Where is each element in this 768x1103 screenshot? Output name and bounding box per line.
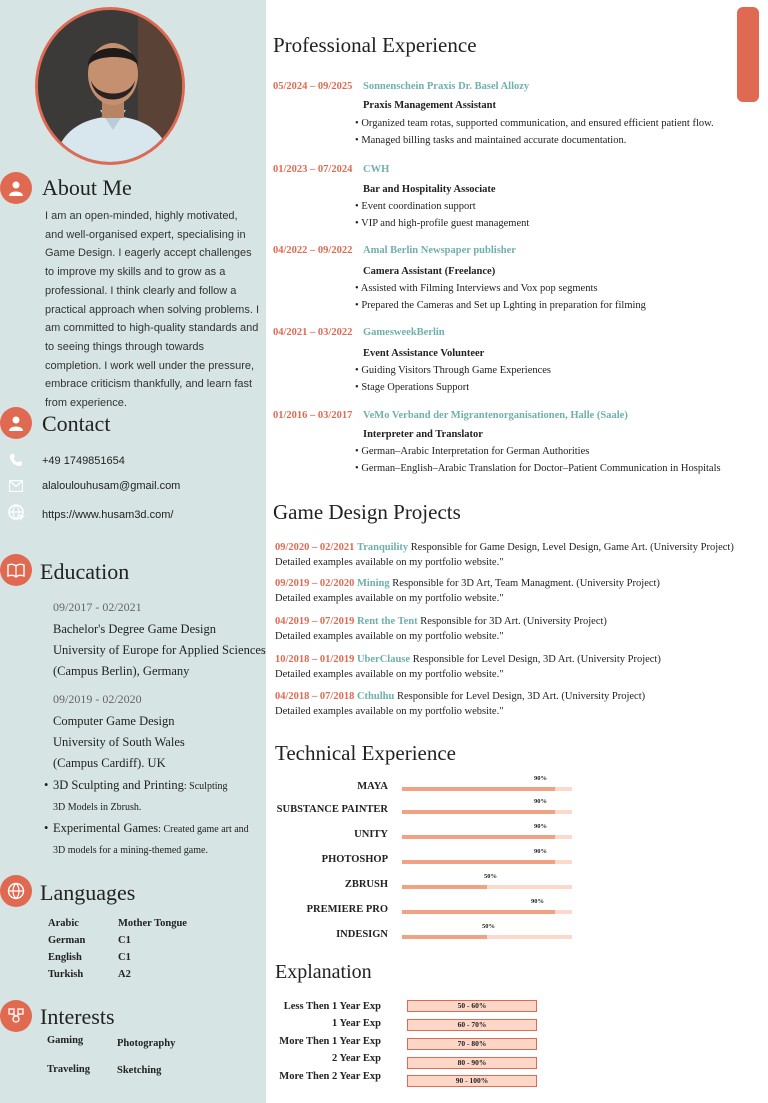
edu-date-2: 09/2019 - 02/2020 [53,692,142,706]
job-4-bullet-1-text: Guiding Visitors Through Game Experiences [361,365,552,376]
edu-2-line-3: (Campus Cardiff). UK [53,756,166,770]
scrollbar-handle[interactable] [737,7,759,102]
job-1-bullet-1: • Organized team rotas, supported communication, and ensured efficient patient flow. [355,118,714,129]
explanation-label-2: 1 Year Exp [331,1018,381,1029]
job-3-bullet-1: • Assisted with Filming Interviews and Vox pop segments [355,283,598,294]
edu-bullet-2 [53,818,249,841]
skill-pct-3: 90% [534,823,547,830]
job-3-role: Camera Assistant (Freelance) [363,266,496,277]
edu-bullet-1 [53,775,228,798]
edu-bullet-2-detail-2: 3D models for a mining-themed game. [53,845,208,856]
project-4-desc: Responsible for Level Design, 3D Art. (University Project) [410,654,661,665]
skill-name-5: ZBRUSH [344,879,388,890]
explanation-label-1: Less Then 1 Year Exp [283,1001,381,1012]
project-3-name: Rent the Tent [356,616,418,627]
phone-icon [8,452,24,468]
interest-4: Sketching [117,1065,162,1076]
edu-date-1: 09/2017 - 02/2021 [53,600,142,614]
explanation-heading: Explanation [275,961,372,983]
job-5-company: VeMo Verband der Migrantenorganisationen, Halle (Saale) [363,410,628,421]
edu-bullet-1-detail: : Sculpting [183,781,228,792]
job-5-bullet-1-text: German–Arabic Interpretation for German Authorities [361,446,590,457]
project-1-date: 09/2020 – 02/2021 [275,542,355,553]
project-1-name: Tranquility [356,542,409,553]
skill-bar-fill-3 [402,835,555,839]
project-5-name: Cthulhu [356,691,395,702]
explanation-range-5: 90 - 100% [407,1075,537,1087]
contact-icon [0,407,32,439]
edu-1-line-3: (Campus Berlin), Germany [53,664,190,678]
project-3-note: Detailed examples available on my portfolio website." [275,631,504,642]
edu-bullet-dot-1: • [44,778,49,792]
skill-pct-6: 90% [531,898,544,905]
edu-bullet-2-detail: : Created game art and [158,824,249,835]
project-2 [275,576,660,606]
edu-2-line-1: Computer Game Design [53,714,175,728]
lang-name-2: German [48,935,86,946]
job-1-bullet-2: • Managed billing tasks and maintained accurate documentation. [355,135,627,146]
job-2-bullet-2-text: VIP and high-profile guest management [361,218,530,229]
languages-heading: Languages [40,880,136,905]
project-5-date: 04/2018 – 07/2018 [275,691,355,702]
project-1-desc: Responsible for Game Design, Level Design, Game Art. (University Project) [408,542,734,553]
job-4-company: GamesweekBerlin [363,327,445,338]
project-5-desc: Responsible for Level Design, 3D Art. (University Project) [394,691,646,702]
interests-heading: Interests [40,1004,115,1029]
skill-name-4: PHOTOSHOP [321,854,388,865]
project-2-desc: Responsible for 3D Art, Team Managment. (University Project) [389,578,660,589]
project-4-date: 10/2018 – 01/2019 [275,654,355,665]
lang-name-3: English [48,952,82,963]
profile-photo [35,7,185,165]
skill-pct-2: 90% [534,798,547,805]
skill-bar-1 [402,787,572,791]
contact-heading: Contact [42,411,111,436]
skill-bar-4 [402,860,572,864]
project-3-date: 04/2019 – 07/2019 [275,616,355,627]
job-2-bullet-2: • VIP and high-profile guest management [355,218,530,229]
about-icon [0,172,32,204]
skill-bar-fill-4 [402,860,555,864]
skill-pct-1: 90% [534,775,547,782]
job-2-date: 01/2023 – 07/2024 [273,164,353,175]
job-2-bullet-1-text: Event coordination support [361,201,476,212]
job-5-bullet-2-text: German–English–Arabic Translation for Doctor–Patient Communication in Hospitals [361,463,721,474]
lang-name-1: Arabic [48,918,79,929]
explanation-range-4: 80 - 90% [407,1057,537,1069]
job-3-bullet-2-text: Prepared the Cameras and Set up Lghting in preparation for filming [361,300,646,311]
skill-bar-fill-1 [402,787,555,791]
job-2-bullet-1: • Event coordination support [355,201,476,212]
project-4-name: UberClause [356,654,411,665]
contact-email[interactable]: alaloulouhusam@gmail.com [42,480,181,492]
languages-icon [0,875,32,907]
job-1-bullet-1-text: Organized team rotas, supported communication, and ensured efficient patient flow. [361,118,714,129]
job-3-bullet-2: • Prepared the Cameras and Set up Lghting in preparation for filming [355,300,646,311]
job-1-bullet-2-text: Managed billing tasks and maintained accurate documentation. [361,135,627,146]
interest-3: Traveling [47,1064,90,1075]
project-2-note: Detailed examples available on my portfolio website." [275,593,504,604]
project-1-note: Detailed examples available on my portfolio website." [275,557,504,568]
lang-level-3: C1 [118,952,131,963]
portrait-image [38,10,185,165]
job-2-role: Bar and Hospitality Associate [363,184,496,195]
contact-phone[interactable]: +49 1749851654 [42,455,125,467]
project-2-date: 09/2019 – 02/2020 [275,578,355,589]
skill-name-3: UNITY [354,829,388,840]
interest-1: Gaming [47,1035,84,1046]
project-4-note: Detailed examples available on my portfolio website." [275,669,504,680]
job-4-bullet-2-text: Stage Operations Support [361,382,470,393]
job-5-date: 01/2016 – 03/2017 [273,410,353,421]
education-heading: Education [40,559,130,584]
explanation-range-3: 70 - 80% [407,1038,537,1050]
skill-bar-6 [402,910,572,914]
email-icon [8,478,24,494]
explanation-label-3: More Then 1 Year Exp [279,1036,381,1047]
skill-bar-fill-7 [402,935,487,939]
job-4-bullet-2: • Stage Operations Support [355,382,470,393]
edu-bullet-dot-2: • [44,821,49,835]
education-icon [0,554,32,586]
sidebar [0,0,266,1103]
skill-bar-3 [402,835,572,839]
edu-2-line-2: University of South Wales [53,735,185,749]
project-5 [275,689,645,719]
lang-level-1: Mother Tongue [118,918,187,929]
project-5-note: Detailed examples available on my portfolio website." [275,706,504,717]
project-1 [275,540,734,570]
about-heading: About Me [42,175,132,200]
contact-website[interactable]: https://www.husam3d.com/ [42,509,174,521]
job-4-bullet-1: • Guiding Visitors Through Game Experiences [355,365,552,376]
job-4-date: 04/2021 – 03/2022 [273,327,353,338]
skill-name-6: PREMIERE PRO [306,904,388,915]
explanation-label-5: More Then 2 Year Exp [279,1071,381,1082]
lang-level-4: A2 [118,969,131,980]
job-1-role: Praxis Management Assistant [363,100,496,111]
skill-bar-5 [402,885,572,889]
skill-bar-fill-5 [402,885,487,889]
job-1-date: 05/2024 – 09/2025 [273,81,353,92]
edu-bullet-2-title: Experimental Games [53,821,159,835]
job-3-bullet-1-text: Assisted with Filming Interviews and Vox pop segments [360,283,598,294]
project-4 [275,652,661,682]
project-3-desc: Responsible for 3D Art. (University Project) [417,616,607,627]
job-4-role: Event Assistance Volunteer [363,348,485,359]
job-5-role: Interpreter and Translator [363,429,483,440]
interests-icon [0,1000,32,1032]
projects-heading: Game Design Projects [273,500,461,524]
skill-name-7: INDESIGN [336,929,388,940]
project-2-name: Mining [356,578,390,589]
lang-name-4: Turkish [48,969,84,980]
job-3-company: Amal Berlin Newspaper publisher [363,245,516,256]
job-2-company: CWH [363,164,390,175]
skill-bar-fill-6 [402,910,555,914]
skill-pct-7: 50% [482,923,495,930]
skill-pct-5: 50% [484,873,497,880]
skill-name-1: MAYA [357,781,388,792]
skill-bar-7 [402,935,572,939]
explanation-label-4: 2 Year Exp [331,1053,381,1064]
job-1-company: Sonnenschein Praxis Dr. Basel Allozy [363,81,530,92]
experience-heading: Professional Experience [273,33,477,57]
globe-cursor-icon [7,503,27,523]
skill-bar-fill-2 [402,810,555,814]
edu-1-line-2: University of Europe for Applied Sciences [53,643,266,657]
edu-bullet-1-detail-2: 3D Models in Zbrush. [53,802,142,813]
job-5-bullet-2: • German–English–Arabic Translation for Doctor–Patient Communication in Hospitals [355,463,721,474]
job-3-date: 04/2022 – 09/2022 [273,245,353,256]
edu-bullet-1-title: 3D Sculpting and Printing [53,778,184,792]
lang-level-2: C1 [118,935,131,946]
interest-2: Photography [117,1038,176,1049]
job-5-bullet-1: • German–Arabic Interpretation for German Authorities [355,446,590,457]
edu-1-line-1: Bachelor's Degree Game Design [53,622,216,636]
skill-bar-2 [402,810,572,814]
skill-pct-4: 90% [534,848,547,855]
skill-name-2: SUBSTANCE PAINTER [276,804,388,815]
explanation-range-1: 50 - 60% [407,1000,537,1012]
project-3 [275,614,607,644]
technical-heading: Technical Experience [275,741,457,765]
explanation-range-2: 60 - 70% [407,1019,537,1031]
about-text: I am an open-minded, highly motivated, and well-organised expert, specialising in Game Design. I eagerly accept challenges to improve my skills and to grow as a professional. I think clearly and follow a practical approach when solving problems. I am committed to high-quality standards and to seeing things through towards completion. I work well under the pressure, embrace criticism thankfully, and learn fast from experience. [45,210,260,410]
